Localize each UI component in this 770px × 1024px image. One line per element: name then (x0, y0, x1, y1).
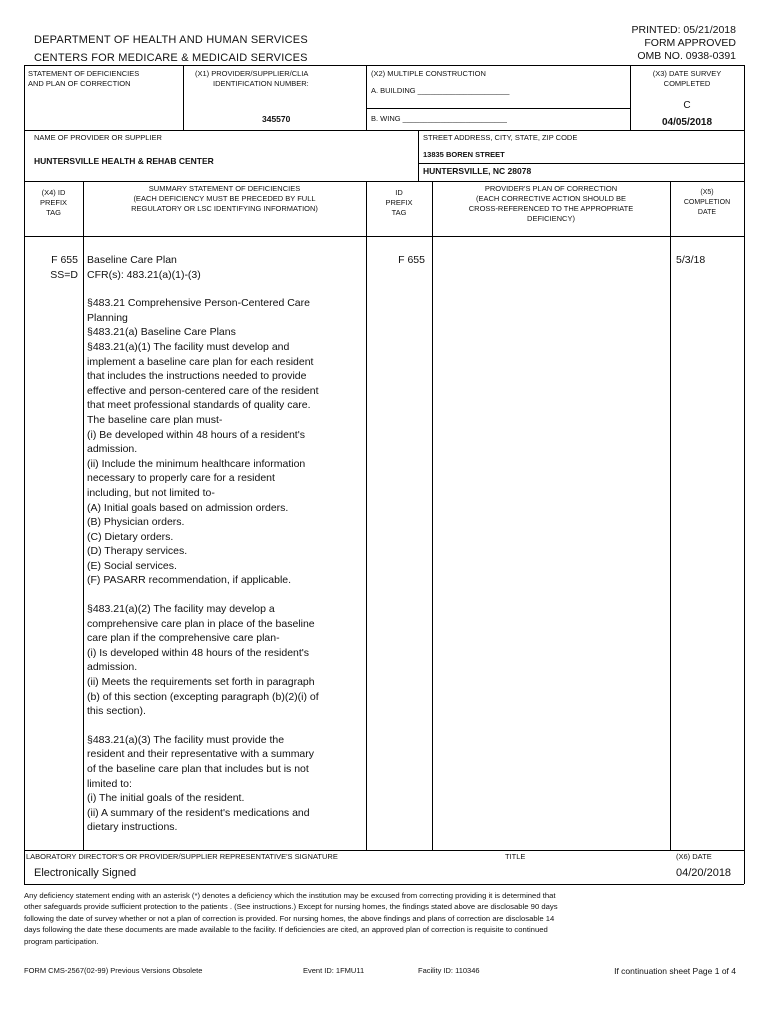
survey-code: C (683, 100, 691, 111)
page-indicator: If continuation sheet Page 1 of 4 (614, 966, 736, 976)
completion-header: (X5) COMPLETION DATE (683, 189, 731, 216)
text-line: limited to: (87, 777, 132, 790)
text-line: (E) Social services. (87, 559, 177, 572)
text-line: resident and their representative with a summary (87, 748, 315, 761)
provider-name-label: NAME OF PROVIDER OR SUPPLIER (34, 133, 162, 142)
department-title: DEPARTMENT OF HEALTH AND HUMAN SERVICES (34, 34, 308, 46)
statement-label: STATEMENT OF DEFICIENCIES AND PLAN OF CORRECTION (28, 69, 140, 88)
signature-date: 04/20/2018 (676, 867, 732, 879)
text-line: Baseline Care Plan (87, 254, 177, 266)
text-line: §483.21(a)(3) The facility must provide the (87, 733, 285, 746)
provider-id-value: 345570 (262, 114, 291, 124)
text-line: (i) Be developed within 48 hours of a resident's (87, 428, 305, 441)
text-line: this section). (87, 705, 146, 718)
date-label: (X6) DATE (676, 852, 712, 861)
text-line: (D) Therapy services. (87, 545, 188, 558)
title-label: TITLE (505, 852, 526, 861)
text-line: that meet professional standards of quality care. (87, 399, 311, 412)
text-line: §483.21 Comprehensive Person-Centered Care (87, 297, 310, 310)
building-field: A. BUILDING ______________________ (371, 86, 510, 95)
address-label: STREET ADDRESS, CITY, STATE, ZIP CODE (423, 133, 578, 142)
plan-tag: F 655 (398, 254, 425, 266)
text-line: (ii) Include the minimum healthcare information (87, 457, 306, 470)
text-line: necessary to properly care for a resident (87, 472, 275, 485)
street-address: 13835 BOREN STREET (423, 150, 505, 159)
printed-date: PRINTED: 05/21/2018 (631, 24, 736, 36)
text-line: (i) The initial goals of the resident. (87, 792, 245, 805)
text-line: §483.21(a) Baseline Care Plans (87, 326, 236, 339)
deficiency-tag: F 655 SS=D (50, 254, 78, 281)
text-line: CFR(s): 483.21(a)(1)-(3) (87, 268, 201, 281)
text-line: care plan if the comprehensive care plan- (87, 632, 280, 645)
signature-label: LABORATORY DIRECTOR'S OR PROVIDER/SUPPLIER REPRESENTATIVE'S SIGNATURE (26, 852, 338, 861)
date-survey-label: (X3) DATE SURVEY COMPLETED (652, 69, 722, 88)
form-meta (632, 24, 736, 63)
text-line: (i) Is developed within 48 hours of the resident's (87, 646, 310, 659)
survey-date: 04/05/2018 (661, 117, 713, 128)
summary-header: SUMMARY STATEMENT OF DEFICIENCIES (EACH DEFICIENCY MUST BE PRECEDED BY FULL REGULATORY OR LSC IDENTIFYING INFORMATION) (131, 184, 318, 213)
facility-id: Facility ID: 110346 (418, 966, 480, 975)
text-line: admission. (87, 443, 138, 456)
text-line: (b) of this section (excepting paragraph (b)(2)(i) of (87, 690, 319, 703)
text-line: admission. (87, 661, 138, 674)
event-id: Event ID: 1FMU11 (303, 966, 365, 975)
text-line: (ii) A summary of the resident's medications and (87, 806, 310, 819)
text-line: implement a baseline care plan for each resident (87, 355, 314, 368)
text-line: (A) Initial goals based on admission orders. (87, 501, 289, 514)
deficiency-text (87, 253, 319, 835)
city-state-zip: HUNTERSVILLE, NC 28078 (423, 166, 532, 176)
completion-date: 5/3/18 (676, 254, 706, 266)
provider-id-label: (X1) PROVIDER/SUPPLIER/CLIA IDENTIFICATION NUMBER: (195, 69, 309, 88)
text-line: including, but not limited to- (87, 486, 215, 499)
text-line: that includes the instructions needed to provide (87, 370, 307, 383)
text-line: §483.21(a)(2) The facility may develop a (87, 603, 275, 616)
disclaimer: Any deficiency statement ending with an asterisk (*) denotes a deficiency which the institution may be excused from correcting providing it is determined that other safeguards provide sufficient protection to the patients . (See instructions.) Except for nursing homes, the findings stated above are disclosable 90 days following the date of survey whether or not a plan of correction is provided. For nursing homes, the above findings and plans of correction are disclosable 14 days following the date these documents are made available to the facility. If deficiencies are cited, an approved plan of correction is requisite to continued program participation. (24, 891, 558, 946)
x4-prefix-header: (X4) ID PREFIX TAG (39, 188, 68, 217)
id-prefix-header: ID PREFIX TAG (385, 188, 413, 217)
text-line: (F) PASARR recommendation, if applicable. (87, 574, 292, 587)
text-line: dietary instructions. (87, 821, 178, 834)
form-number: FORM CMS-2567(02-99) Previous Versions Obsolete (24, 966, 203, 975)
text-line: Planning (87, 311, 128, 324)
omb-number: OMB NO. 0938-0391 (637, 50, 736, 62)
multiple-construction-label: (X2) MULTIPLE CONSTRUCTION (371, 69, 486, 78)
text-line: The baseline care plan must- (87, 413, 223, 426)
text-line: comprehensive care plan in place of the baseline (87, 617, 315, 630)
plan-header: PROVIDER'S PLAN OF CORRECTION (EACH CORRECTIVE ACTION SHOULD BE CROSS-REFERENCED TO THE APPROPRIATE DEFICIENCY) (468, 184, 634, 223)
text-line: (B) Physician orders. (87, 516, 185, 529)
text-line: (ii) Meets the requirements set forth in paragraph (87, 676, 315, 689)
form-approved: FORM APPROVED (644, 37, 736, 49)
agency-title: CENTERS FOR MEDICARE & MEDICAID SERVICES (34, 52, 308, 64)
text-line: effective and person-centered care of the resident (87, 384, 319, 397)
text-line: (C) Dietary orders. (87, 530, 174, 543)
provider-name: HUNTERSVILLE HEALTH & REHAB CENTER (34, 156, 214, 166)
signature-value: Electronically Signed (34, 867, 137, 879)
text-line: of the baseline care plan that includes but is not (87, 763, 309, 775)
text-line: §483.21(a)(1) The facility must develop and (87, 340, 290, 353)
wing-field: B. WING _________________________ (371, 114, 507, 123)
